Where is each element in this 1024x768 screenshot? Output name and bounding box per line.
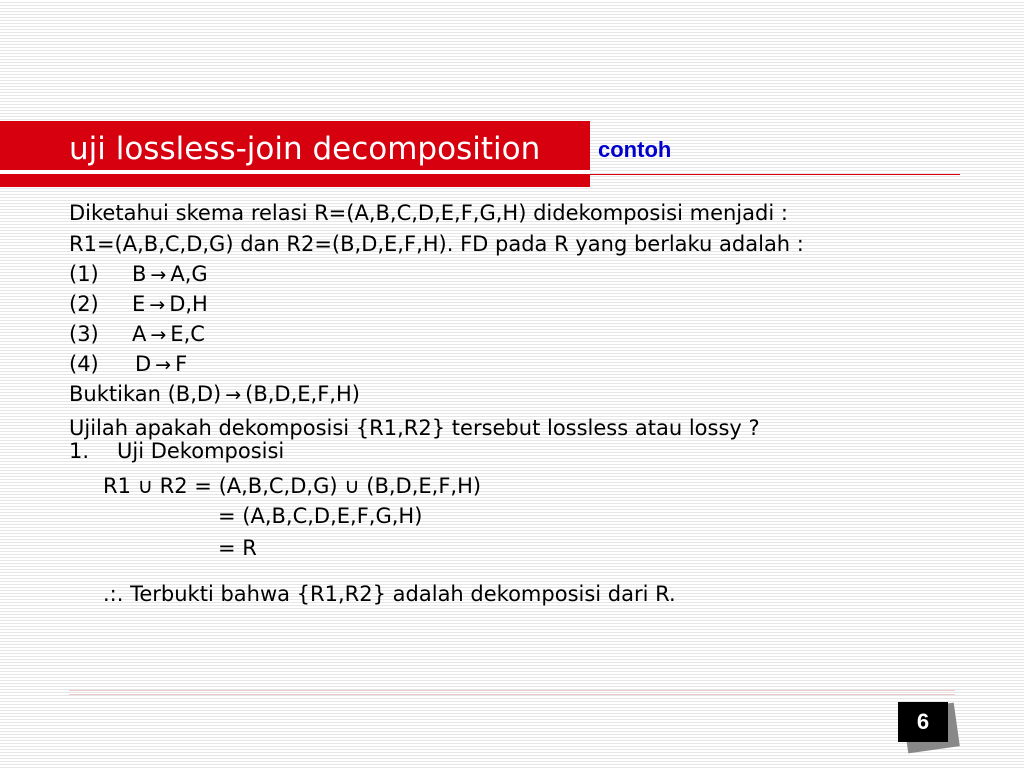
fd-number: (4) [69,352,99,376]
footer-divider [69,694,955,695]
fd-item [69,260,208,289]
step-heading [69,437,284,465]
arrow-right-icon: → [150,264,167,286]
fd-item [69,320,205,349]
fd-lhs: A [132,322,147,346]
step-number: 1. [69,439,90,463]
question-line: Ujilah apakah dekomposisi {R1,R2} tersebut lossless atau lossy ? [69,416,760,440]
proof-line-3: = R [218,536,257,560]
fd-number: (3) [69,322,99,346]
fd-lhs: B [132,262,147,286]
intro-line-2: R1=(A,B,C,D,G) dan R2=(B,D,E,F,H). FD pada R yang berlaku adalah : [69,232,804,256]
slide-subtitle: contoh [598,137,672,162]
title-underline [590,174,960,175]
prove-suffix: (B,D,E,F,H) [245,382,360,406]
page-number: 6 [898,702,948,742]
prove-statement [69,380,360,409]
arrow-right-icon: → [150,324,167,346]
intro-line-1: Diketahui skema relasi R=(A,B,C,D,E,F,G,H) didekomposisi menjadi : [69,201,788,225]
fd-rhs: F [175,352,188,376]
fd-lhs: E [132,292,146,316]
slide-title: uji lossless-join decomposition [69,131,541,167]
fd-rhs: A,G [170,262,208,286]
proof-line-2: = (A,B,C,D,E,F,G,H) [218,504,423,528]
fd-rhs: D,H [169,292,208,316]
arrow-right-icon: → [149,294,166,316]
fd-item [69,290,208,319]
step-title: Uji Dekomposisi [117,439,285,463]
arrow-right-icon: → [155,354,172,376]
fd-rhs: E,C [170,322,205,346]
fd-lhs: D [135,352,152,376]
conclusion-line: .:. Terbukti bahwa {R1,R2} adalah dekomposisi dari R. [103,582,676,606]
proof-line-1: R1 ∪ R2 = (A,B,C,D,G) ∪ (B,D,E,F,H) [103,474,482,498]
prove-prefix: Buktikan (B,D) [69,382,222,406]
footer-divider [69,690,955,691]
arrow-right-icon: → [225,384,242,406]
title-divider [0,170,590,174]
fd-number: (2) [69,292,99,316]
fd-number: (1) [69,262,99,286]
fd-item [69,350,187,379]
